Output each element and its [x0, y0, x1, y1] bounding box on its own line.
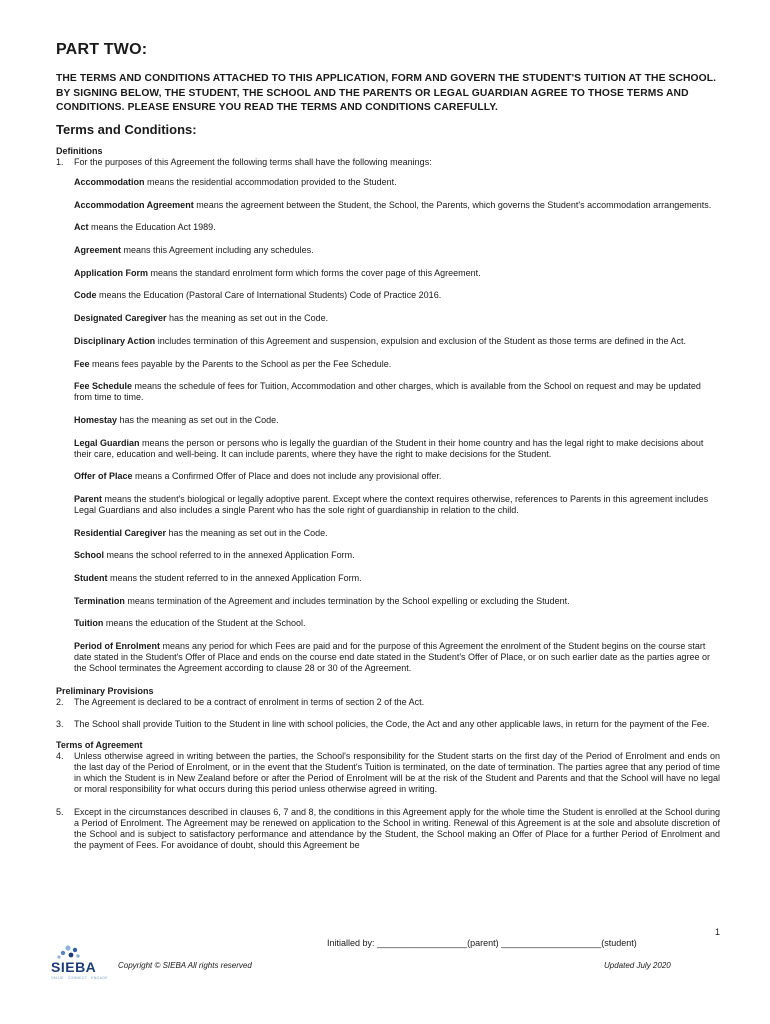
definition-text: means this Agreement including any schedules. [121, 245, 314, 256]
definition-term: Act [74, 222, 89, 233]
definition-text: has the meaning as set out in the Code. [166, 527, 328, 538]
definition-term: Designated Caregiver [74, 313, 167, 324]
logo-tagline: VALUE · CONNECT · ENGAGE [51, 976, 108, 980]
page-number: 1 [715, 927, 721, 937]
clause-2 [56, 697, 720, 708]
preliminary-heading: Preliminary Provisions [56, 685, 154, 696]
definition-term: Offer of Place [74, 471, 133, 482]
definition-text: means fees payable by the Parents to the School as per the Fee Schedule. [89, 358, 392, 369]
definition-term: Application Form [74, 267, 148, 278]
definition-term: Tuition [74, 618, 104, 629]
initialled-by-line: Initialled by: __________________(parent) ____________________(student) [327, 938, 637, 948]
document-body [56, 146, 720, 863]
definition-text: means any period for which Fees are paid and for the purpose of this Agreement the enrolment of the Student begins on the course start date stated in the Student's Offer of Place and ends on the course end date stated in the Student's Offer of Place, or on such earlier date as the parties agree or the School terminates the Agreement according to clause 28 or 30 of the Agreement. [74, 641, 711, 674]
definition-text: means termination of the Agreement and includes termination by the School expelling or excluding the Student. [124, 595, 570, 606]
logo-text: SIEBA [51, 959, 97, 975]
definition-item [74, 245, 720, 256]
definition-term: Residential Caregiver [74, 527, 167, 538]
clause-text: The School shall provide Tuition to the Student in line with school policies, the Code, the Act and any other applicable laws, in return for the payment of the Fee. [74, 718, 710, 729]
intro-paragraph: THE TERMS AND CONDITIONS ATTACHED TO THIS APPLICATION, FORM AND GOVERN THE STUDENT'S TUITION AT THE SCHOOL. BY SIGNING BELOW, THE STUDENT, THE SCHOOL AND THE PARENTS OR LEGAL GUARDIAN AGREE TO THOSE TERMS AND CONDITIONS. PLEASE ENSURE YOU READ THE TERMS AND CONDITIONS CAREFULLY. [56, 73, 717, 113]
clause-4 [56, 751, 720, 795]
definition-text: has the meaning as set out in the Code. [117, 414, 279, 425]
definitions-list [56, 177, 720, 674]
definition-term: Fee [74, 358, 90, 369]
terms-title: Terms and Conditions: [56, 122, 197, 137]
definition-text: means the Education Act 1989. [88, 222, 216, 233]
definition-text: means the agreement between the Student, the School, the Parents, which governs the Student's accommodation arrangements. [193, 199, 712, 210]
definition-item [74, 471, 720, 482]
definition-item [74, 313, 720, 324]
definition-item [74, 596, 720, 607]
clause-number: 3. [56, 718, 64, 729]
updated-date: Updated July 2020 [604, 961, 671, 970]
definition-term: Accommodation Agreement [74, 199, 194, 210]
definition-term: Homestay [74, 414, 118, 425]
definition-item [74, 641, 720, 674]
clause-number: 5. [56, 806, 64, 817]
clause-text: Except in the circumstances described in clauses 6, 7 and 8, the conditions in this Agreement apply for the whole time the Student is enrolled at the School during a Period of Enrolment. The Agreement may be renewed on application to the School in writing. Renewal of this Agreement is at the sole and absolute discretion of the School and is subject to satisfactory performance and attendance by the Student, the School making an Offer of Place for a further Period of Enrolment and the payment of Fees. For avoidance of doubt, should this Agreement be [74, 806, 720, 850]
definition-item [74, 438, 720, 460]
definition-term: Agreement [74, 245, 122, 256]
definition-term: Period of Enrolment [74, 641, 161, 652]
definition-item [74, 573, 720, 584]
definition-item [74, 336, 720, 347]
definition-text: includes termination of this Agreement and suspension, expulsion and exclusion of the Student as those terms are defined in the Act. [155, 335, 687, 346]
copyright-text: Copyright © SIEBA All rights reserved [118, 961, 252, 970]
definition-term: Legal Guardian [74, 437, 140, 448]
page-heading: PART TWO: [56, 41, 148, 58]
definition-term: Termination [74, 595, 125, 606]
definition-term: Accommodation [74, 177, 145, 187]
clause-text: For the purposes of this Agreement the following terms shall have the following meanings: [74, 157, 432, 167]
definition-text: means the Education (Pastoral Care of International Students) Code of Practice 2016. [96, 290, 442, 301]
clause-5 [56, 807, 720, 851]
definition-text: has the meaning as set out in the Code. [166, 313, 329, 324]
definition-term: Code [74, 290, 97, 301]
definition-item [74, 359, 720, 370]
definition-item [74, 268, 720, 279]
definition-text: means the person or persons who is legally the guardian of the Student in their home country and has the legal right to make decisions about their care, education and well-being. It can include parents, where they have the right to make decisions for the Student. [74, 437, 704, 459]
clause-number: 4. [56, 750, 64, 761]
definition-item [74, 415, 720, 426]
definition-item [74, 550, 720, 561]
definition-item [74, 381, 720, 403]
clause-3 [56, 719, 720, 730]
definition-text: means the school referred to in the annexed Application Form. [104, 550, 355, 561]
definition-item [74, 290, 720, 301]
definition-term: Student [74, 573, 108, 583]
definition-item [74, 200, 720, 211]
clause-number: 1. [56, 157, 64, 167]
definitions-heading: Definitions [56, 146, 103, 156]
terms-of-agreement-heading: Terms of Agreement [56, 739, 143, 750]
clause-text: Unless otherwise agreed in writing between the parties, the School's responsibility for the Student starts on the first day of the Period of Enrolment and ends on the last day of the Period of Enrolment, or in the event that the Student's Tuition is terminated, on the date of termination. The parties agree that any period of time in which the Student is in New Zealand before or after the Period of Enrolment will be at the risk of the Student and Parents and that the School will have no legal or moral responsibility for what occurs during this period unless otherwise agreed in writing. [74, 750, 720, 794]
definition-text: means the residential accommodation provided to the Student. [144, 177, 397, 187]
definition-term: Disciplinary Action [74, 335, 156, 346]
definition-item [74, 494, 720, 516]
definition-text: means the student referred to in the annexed Application Form. [107, 573, 362, 583]
clause-text: The Agreement is declared to be a contract of enrolment in terms of section 2 of the Act. [74, 696, 425, 707]
definition-text: means the standard enrolment form which forms the cover page of this Agreement. [148, 267, 481, 278]
clause-1 [56, 157, 720, 168]
definition-text: means the schedule of fees for Tuition, Accommodation and other charges, which is available from the School on request and may be updated from time to time. [74, 381, 701, 403]
definition-term: Fee Schedule [74, 381, 133, 392]
definition-item [74, 222, 720, 233]
definition-item [74, 177, 720, 188]
definition-term: School [74, 550, 105, 561]
definition-text: means the student's biological or legally adoptive parent. Except where the context requires otherwise, references to Parents in this agreement includes Legal Guardians and also includes a single Parent who has the sole right of guardianship in relation to the child. [74, 493, 709, 515]
definition-text: means the education of the Student at the School. [103, 618, 306, 629]
definition-item [74, 528, 720, 539]
definition-term: Parent [74, 493, 103, 504]
definition-text: means a Confirmed Offer of Place and does not include any provisional offer. [132, 471, 442, 482]
clause-number: 2. [56, 696, 64, 707]
definition-item [74, 618, 720, 629]
